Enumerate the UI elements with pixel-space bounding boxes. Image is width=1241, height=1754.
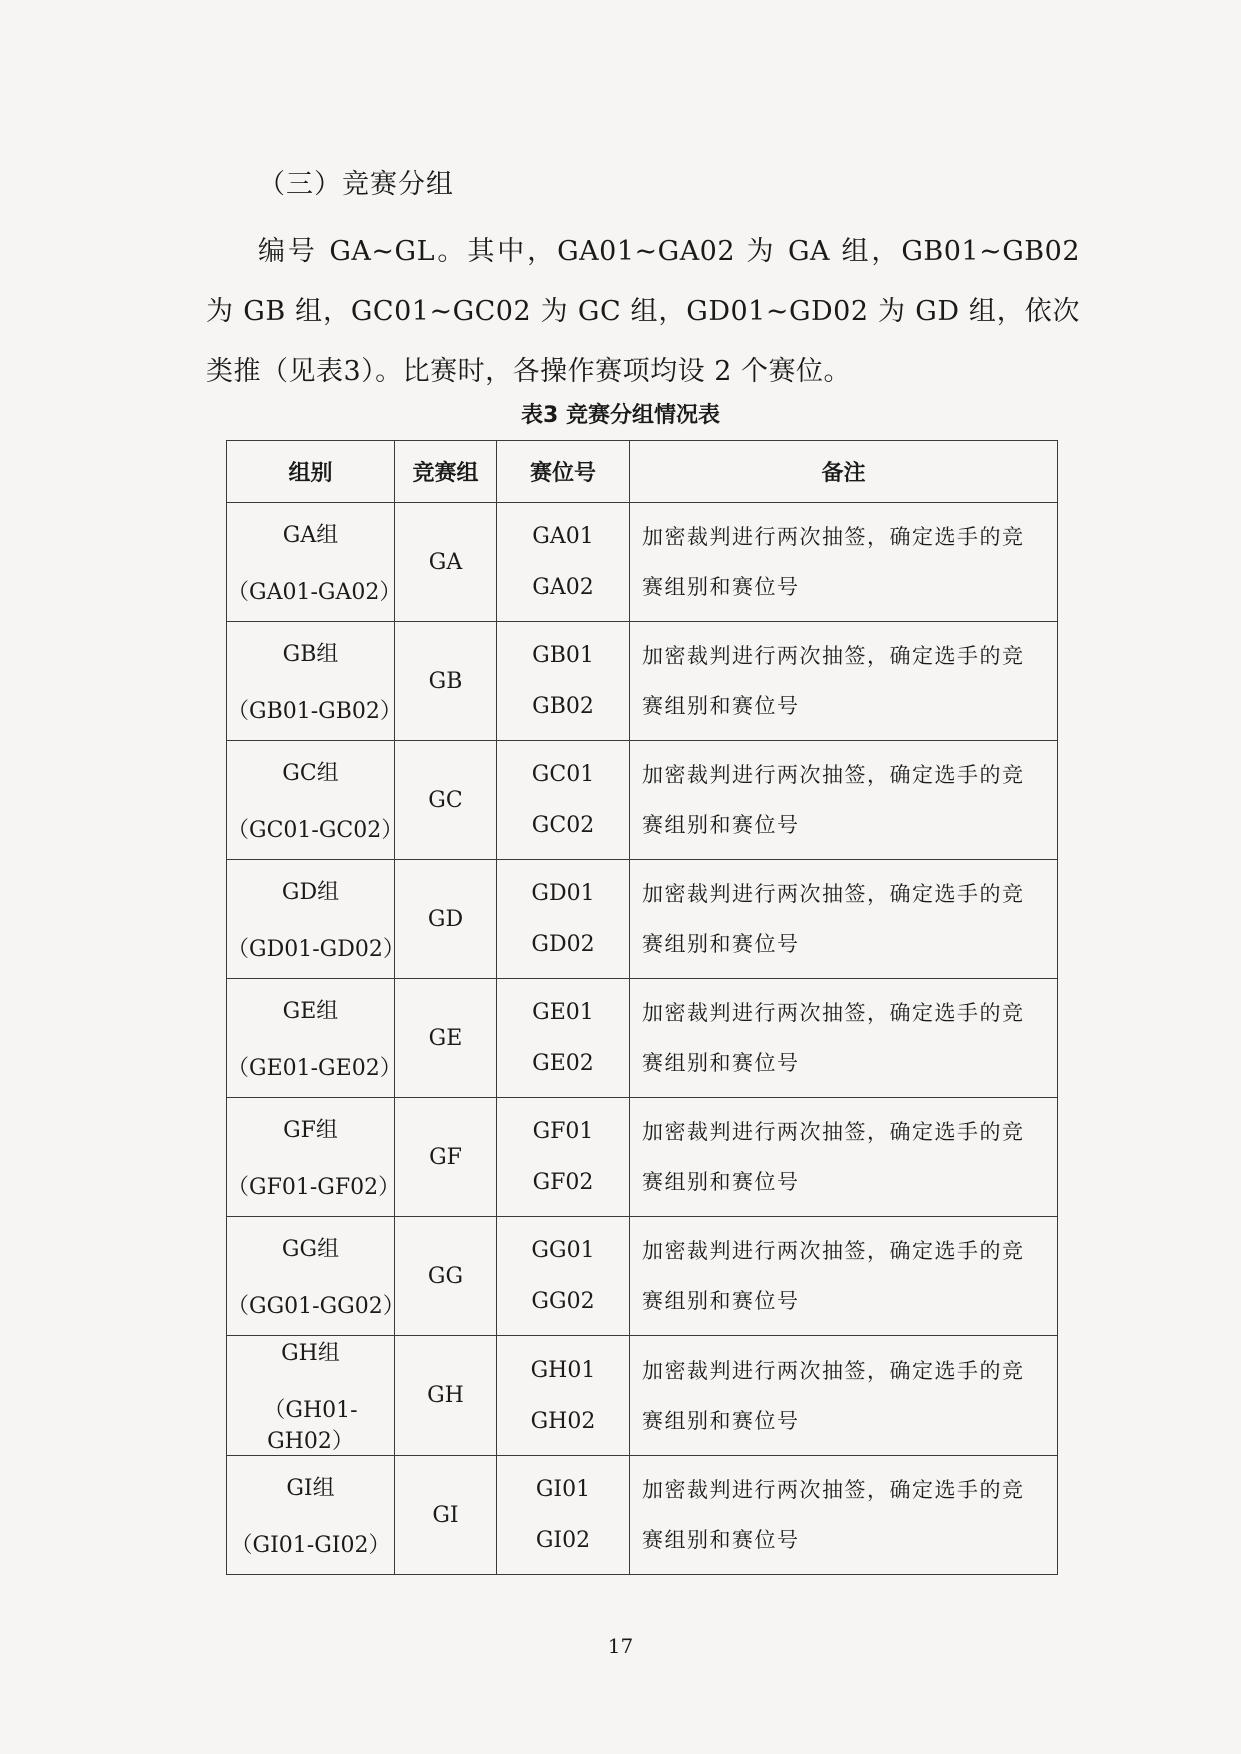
header-notes: 备注 [630, 441, 1058, 503]
group-range: （GG01-GG02） [227, 1294, 405, 1319]
contest-group-cell: GI [395, 1456, 497, 1575]
note-cell: 加密裁判进行两次抽签，确定选手的竞赛组别和赛位号 [630, 622, 1058, 741]
seat-cell [497, 979, 630, 1098]
group-cell [227, 741, 404, 860]
contest-group-cell: GC [395, 741, 497, 860]
seat-number: GE01 [532, 1000, 594, 1025]
table-row [227, 503, 1058, 622]
group-cell [227, 1098, 401, 1217]
seat-number: GC02 [531, 813, 595, 838]
group-range: （GC01-GC02） [227, 818, 404, 843]
seat-cell [497, 860, 630, 979]
contest-group-cell: GG [395, 1217, 497, 1336]
seat-number: GA02 [532, 575, 594, 600]
seat-cell [497, 1336, 630, 1456]
group-cell [227, 860, 405, 979]
group-cell [227, 1456, 395, 1575]
section-heading: （三）竞赛分组 [258, 169, 454, 200]
section-paragraph: 编号 GA~GL。其中，GA01~GA02 为 GA 组，GB01~GB02 为 GB 组，GC01~GC02 为 GC 组，GD01~GD02 为 GD 组，依次类推（见表3）。比赛时，各操作赛项均设 2 个赛位。 [206, 236, 1080, 387]
group-range: （GI01-GI02） [230, 1533, 391, 1558]
group-table [226, 440, 1058, 1575]
group-cell [227, 979, 402, 1098]
seat-number: GB02 [532, 694, 594, 719]
seat-number: GE02 [532, 1051, 594, 1076]
seat-cell [497, 1217, 630, 1336]
group-label: GF组 [283, 1118, 338, 1143]
group-range: （GA01-GA02） [227, 580, 402, 605]
seat-number: GG01 [531, 1238, 595, 1263]
note-cell: 加密裁判进行两次抽签，确定选手的竞赛组别和赛位号 [630, 1336, 1058, 1456]
contest-group-cell: GA [395, 503, 497, 622]
seat-number: GC01 [531, 762, 595, 787]
table-header-row [227, 441, 1058, 503]
group-label: GC组 [282, 761, 339, 786]
group-label: GE组 [282, 999, 339, 1024]
group-cell [227, 622, 402, 741]
header-group: 组别 [227, 441, 395, 503]
note-cell: 加密裁判进行两次抽签，确定选手的竞赛组别和赛位号 [630, 1456, 1058, 1575]
contest-group-cell: GE [395, 979, 497, 1098]
group-range: （GH01-GH02） [263, 1398, 358, 1454]
note-cell: 加密裁判进行两次抽签，确定选手的竞赛组别和赛位号 [630, 1098, 1058, 1217]
seat-number: GD02 [531, 932, 595, 957]
seat-cell [497, 741, 630, 860]
seat-cell [497, 1456, 630, 1575]
group-label: GB组 [282, 642, 339, 667]
group-label: GD组 [281, 880, 340, 905]
table-row [227, 1336, 1058, 1456]
contest-group-cell: GH [395, 1336, 497, 1456]
seat-number: GH01 [530, 1357, 596, 1383]
group-range: （GB01-GB02） [227, 699, 402, 724]
table-row [227, 979, 1058, 1098]
group-range: （GD01-GD02） [227, 937, 405, 962]
table-row [227, 1217, 1058, 1336]
note-cell: 加密裁判进行两次抽签，确定选手的竞赛组别和赛位号 [630, 979, 1058, 1098]
group-range: （GE01-GE02） [227, 1056, 402, 1081]
group-cell [227, 1217, 405, 1336]
seat-number: GI01 [535, 1477, 591, 1502]
table-row [227, 622, 1058, 741]
note-cell: 加密裁判进行两次抽签，确定选手的竞赛组别和赛位号 [630, 741, 1058, 860]
contest-group-cell: GD [395, 860, 497, 979]
group-cell [227, 503, 402, 622]
seat-cell [497, 503, 630, 622]
note-cell: 加密裁判进行两次抽签，确定选手的竞赛组别和赛位号 [630, 503, 1058, 622]
group-label: GH组 [281, 1341, 340, 1366]
seat-cell [497, 1098, 630, 1217]
table-caption: 表3 竞赛分组情况表 [521, 403, 720, 428]
seat-cell [497, 622, 630, 741]
seat-number: GI02 [535, 1528, 591, 1553]
group-label: GG组 [281, 1237, 340, 1262]
group-cell [227, 1336, 395, 1456]
table-row [227, 860, 1058, 979]
table-body [227, 503, 1058, 1575]
page-number: 17 [607, 1634, 634, 1658]
seat-number: GH02 [530, 1408, 596, 1434]
group-range: （GF01-GF02） [227, 1175, 401, 1200]
group-label: GI组 [286, 1476, 335, 1501]
seat-number: GF02 [532, 1170, 594, 1195]
table-row [227, 1456, 1058, 1575]
note-cell: 加密裁判进行两次抽签，确定选手的竞赛组别和赛位号 [630, 1217, 1058, 1336]
table-row [227, 1098, 1058, 1217]
seat-number: GA01 [532, 524, 594, 549]
note-cell: 加密裁判进行两次抽签，确定选手的竞赛组别和赛位号 [630, 860, 1058, 979]
seat-number: GD01 [531, 881, 595, 906]
table-row [227, 741, 1058, 860]
header-seat-number: 赛位号 [497, 441, 630, 503]
header-contest-group: 竞赛组 [395, 441, 497, 503]
group-label: GA组 [282, 523, 339, 548]
contest-group-cell: GF [395, 1098, 497, 1217]
seat-number: GG02 [531, 1289, 595, 1314]
seat-number: GF01 [532, 1119, 594, 1144]
contest-group-cell: GB [395, 622, 497, 741]
seat-number: GB01 [532, 643, 594, 668]
